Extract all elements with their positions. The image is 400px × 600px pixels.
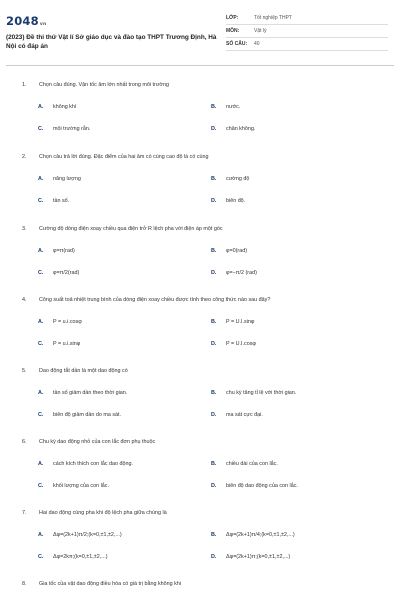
option-a[interactable] [38, 248, 75, 254]
option-text: φ=π/2(rad) [53, 270, 80, 276]
header-divider [6, 65, 394, 66]
option-b[interactable] [211, 390, 296, 396]
option-text: không khí [53, 104, 77, 110]
option-text: năng lượng [53, 176, 81, 182]
meta-row-subject [226, 25, 388, 38]
option-letter: B. [211, 532, 217, 538]
question-text: Chọn câu đúng. Vận tốc âm lớn nhất trong môi trường [39, 82, 169, 88]
option-letter: C. [38, 270, 44, 276]
option-text: P = U.I.cosφ [226, 341, 256, 347]
page-header [0, 0, 400, 62]
question-number: 3. [22, 226, 27, 232]
question-stem [22, 226, 223, 232]
option-letter: D. [211, 483, 217, 489]
question-text: Chọn câu trả lời đúng. Đặc điểm của hai âm có cùng cao độ là có cùng [39, 154, 209, 160]
option-b[interactable] [211, 532, 295, 538]
option-d[interactable] [211, 554, 290, 560]
option-text: chân không. [226, 126, 256, 132]
option-text: Δφ=2kπ;(k=0,±1,±2,...) [53, 554, 108, 560]
option-c[interactable] [38, 483, 109, 489]
option-text: Δφ=(2k+1)π;(k=0,±1,±2,...) [226, 554, 291, 560]
question-number: 6. [22, 439, 27, 445]
question-stem [22, 297, 270, 303]
option-letter: A. [38, 248, 44, 254]
option-c[interactable] [38, 270, 79, 276]
option-text: cường độ [226, 176, 250, 182]
meta-label: SỐ CÂU: [226, 41, 248, 47]
option-letter: D. [211, 412, 217, 418]
option-text: chu kỳ tăng tỉ lệ với thời gian. [226, 390, 297, 396]
option-text: P = u.i.sinφ [53, 341, 81, 347]
logo-text: 2048 [6, 14, 39, 28]
logo-suffix: vn [39, 22, 47, 27]
option-d[interactable] [211, 198, 245, 204]
meta-row-count [226, 38, 388, 51]
option-text: chiều dài của con lắc. [226, 461, 278, 467]
question-number: 5. [22, 368, 27, 374]
option-letter: D. [211, 198, 217, 204]
option-letter: A. [38, 104, 44, 110]
option-b[interactable] [211, 104, 240, 110]
option-text: biên độ giảm dần do ma sát. [53, 412, 122, 418]
option-letter: D. [211, 554, 217, 560]
meta-label: LỚP: [226, 15, 239, 21]
option-text: φ=−π/2 (rad) [226, 270, 257, 276]
question-stem [22, 154, 209, 160]
option-b[interactable] [211, 176, 249, 182]
question-text: Công suất toả nhiệt trung bình của dòng điện xoay chiều được tính theo công thức nào sau đây? [39, 297, 271, 303]
question-stem [22, 439, 155, 445]
question-stem [22, 368, 128, 374]
option-letter: D. [211, 270, 217, 276]
option-letter: B. [211, 319, 217, 325]
option-a[interactable] [38, 319, 82, 325]
option-a[interactable] [38, 461, 133, 467]
site-logo[interactable] [6, 14, 46, 28]
option-letter: B. [211, 104, 217, 110]
option-c[interactable] [38, 554, 108, 560]
option-letter: C. [38, 412, 44, 418]
option-text: biên độ dao động của con lắc. [226, 483, 298, 489]
option-letter: B. [211, 390, 217, 396]
option-letter: C. [38, 554, 44, 560]
option-letter: D. [211, 341, 217, 347]
option-letter: A. [38, 319, 44, 325]
option-b[interactable] [211, 461, 278, 467]
option-text: Δφ=(2k+1)π/2;(k=0,±1,±2,...) [53, 532, 122, 538]
option-a[interactable] [38, 104, 76, 110]
option-letter: A. [38, 176, 44, 182]
option-c[interactable] [38, 341, 80, 347]
option-text: biên độ. [226, 198, 246, 204]
option-letter: A. [38, 461, 44, 467]
option-letter: B. [211, 176, 217, 182]
question-stem [22, 581, 181, 587]
meta-value: Vật lý [254, 28, 267, 34]
option-d[interactable] [211, 270, 257, 276]
option-letter: B. [211, 461, 217, 467]
question-text: Gia tốc của vật dao động điều hòa có giá trị bằng không khi [39, 581, 182, 587]
question-text: Cường độ dòng điện xoay chiều qua điện trở R lệch pha với điện áp một góc [39, 226, 223, 232]
exam-title: (2023) Đề thi thử Vật lí Sở giáo dục và đào tạo THPT Trương Định, Hà Nội có đáp án [6, 34, 217, 50]
option-letter: C. [38, 126, 44, 132]
meta-label: MÔN: [226, 28, 240, 34]
option-d[interactable] [211, 483, 298, 489]
option-text: Δφ=(2k+1)π/4;(k=0,±1,±2,...) [226, 532, 295, 538]
option-text: cách kích thích con lắc dao động. [53, 461, 134, 467]
option-text: khối lượng của con lắc. [53, 483, 109, 489]
option-text: tần số. [53, 198, 70, 204]
option-text: tần số giảm dần theo thời gian. [53, 390, 128, 396]
option-letter: D. [211, 126, 217, 132]
option-letter: A. [38, 532, 44, 538]
question-number: 8. [22, 581, 27, 587]
option-letter: A. [38, 390, 44, 396]
option-text: môi trường rắn. [53, 126, 91, 132]
question-stem [22, 510, 167, 516]
option-c[interactable] [38, 412, 121, 418]
option-letter: B. [211, 248, 217, 254]
option-letter: C. [38, 198, 44, 204]
question-text: Hai dao động cùng pha khi độ lệch pha giữa chúng là [39, 510, 167, 516]
question-text: Chu kỳ dao động nhỏ của con lắc đơn phụ thuộc [39, 439, 156, 445]
question-number: 1. [22, 82, 27, 88]
option-a[interactable] [38, 176, 81, 182]
question-text: Dao động tắt dần là một dao động có [39, 368, 128, 374]
meta-value: Tốt nghiệp THPT [254, 15, 292, 21]
option-text: P = U.I.sinφ [226, 319, 255, 325]
question-stem [22, 82, 169, 88]
option-text: nước. [226, 104, 241, 110]
question-number: 7. [22, 510, 27, 516]
option-letter: C. [38, 483, 44, 489]
option-letter: C. [38, 341, 44, 347]
option-c[interactable] [38, 198, 69, 204]
question-number: 4. [22, 297, 27, 303]
option-text: φ=0(rad) [226, 248, 248, 254]
option-text: P = u.i.cosφ [53, 319, 82, 325]
question-number: 2. [22, 154, 27, 160]
option-b[interactable] [211, 248, 247, 254]
option-b[interactable] [211, 319, 254, 325]
option-text: ma sát cực đại. [226, 412, 263, 418]
option-d[interactable] [211, 126, 255, 132]
option-a[interactable] [38, 532, 122, 538]
meta-row-class [226, 12, 388, 25]
option-a[interactable] [38, 390, 127, 396]
meta-value: 40 [254, 41, 260, 47]
option-d[interactable] [211, 412, 263, 418]
option-text: φ=π(rad) [53, 248, 75, 254]
exam-meta [226, 12, 388, 51]
option-d[interactable] [211, 341, 256, 347]
option-c[interactable] [38, 126, 90, 132]
